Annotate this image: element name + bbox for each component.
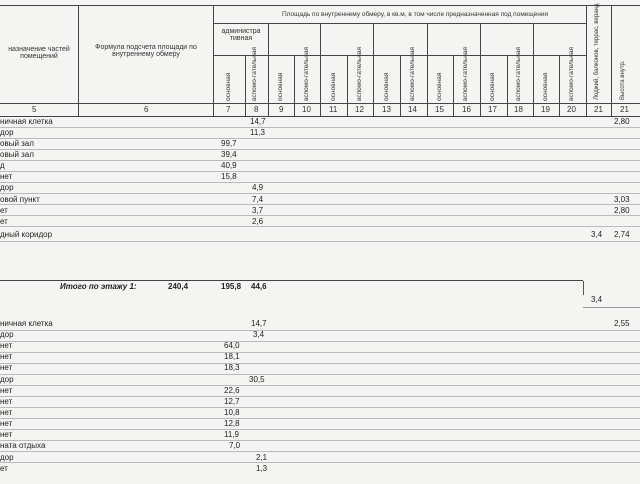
- col-divider: [480, 23, 481, 116]
- row-guide: [0, 215, 640, 216]
- col-number: 21: [594, 105, 603, 114]
- room-name: нет: [0, 172, 13, 181]
- total-divider: [583, 281, 584, 295]
- col-number: 13: [382, 105, 391, 114]
- room-name: овой пункт: [0, 195, 40, 204]
- col-divider: [373, 23, 374, 116]
- col-number: 6: [144, 105, 149, 114]
- col-divider: [213, 5, 214, 116]
- col-subtitle: основная: [542, 72, 549, 101]
- col-divider: [268, 23, 269, 116]
- col-subtitle: основная: [277, 72, 284, 101]
- room-name: ет: [0, 464, 8, 473]
- floor1-total-aux: 44,6: [251, 282, 267, 291]
- col-divider: [78, 5, 79, 116]
- col-number: 5: [32, 105, 37, 114]
- col7-subtitle: основная: [225, 72, 232, 101]
- col-number: 17: [488, 105, 497, 114]
- col-subtitle: вспомо-гательная: [303, 47, 310, 101]
- main-area: 22,6: [224, 386, 240, 395]
- col-subtitle: основная: [436, 72, 443, 101]
- room-name: нет: [0, 341, 13, 350]
- col21a-title: Лоджий, балконов, террас, веранд: [594, 3, 600, 100]
- col-divider: [533, 23, 534, 116]
- col-subtitle: вспомо-гательная: [515, 47, 522, 101]
- aux-area: 30,5: [249, 375, 265, 384]
- room-name: нет: [0, 408, 13, 417]
- room-name: нет: [0, 363, 13, 372]
- row-guide: [0, 160, 640, 161]
- aux-area: 3,4: [253, 330, 265, 339]
- room-name: овый зал: [0, 139, 34, 148]
- aux-area: 2,6: [252, 217, 264, 226]
- room-name: ет: [0, 217, 8, 226]
- col-divider: [559, 55, 560, 116]
- col5-title: назначение частей помещений: [8, 46, 70, 60]
- col-number: 11: [329, 105, 338, 114]
- height-value: 2,74: [614, 230, 630, 239]
- col-subtitle: основная: [383, 72, 390, 101]
- table-top-border: [0, 5, 640, 6]
- main-area: 64,0: [224, 341, 240, 350]
- height-value: 2,80: [614, 117, 630, 126]
- col-number: 12: [355, 105, 364, 114]
- floor1-total-label: Итого по этажу 1:: [60, 282, 137, 291]
- main-area: 40,9: [221, 161, 237, 170]
- row-guide: [0, 149, 640, 150]
- room-name: ната отдыха: [0, 441, 46, 450]
- aux-area: 7,4: [252, 195, 264, 204]
- room-name: ет: [0, 206, 8, 215]
- main-area: 11,9: [224, 430, 239, 439]
- room-name: дор: [0, 183, 14, 192]
- room-name: нет: [0, 386, 13, 395]
- floor1-total-main: 195,8: [221, 282, 242, 291]
- main-area: 7,0: [229, 441, 241, 450]
- floor1-total-formula: 240,4: [168, 282, 189, 291]
- col-subtitle: основная: [330, 72, 337, 101]
- row-guide: [0, 330, 640, 331]
- room-name: дор: [0, 128, 14, 137]
- aux-area: 14,7: [251, 319, 267, 328]
- aux-area: 4,9: [252, 183, 264, 192]
- room-name: нет: [0, 397, 13, 406]
- col-subtitle: основная: [489, 72, 496, 101]
- admin-title: администра тивная: [221, 28, 261, 42]
- main-area: 18,3: [224, 363, 240, 372]
- col8-subtitle: вспомо-гательная: [251, 47, 258, 101]
- col-divider: [320, 23, 321, 116]
- main-area: 99,7: [221, 139, 237, 148]
- col-divider: [245, 55, 246, 116]
- main-area: 10,8: [224, 408, 240, 417]
- room-name: дор: [0, 330, 14, 339]
- main-area: 18,1: [224, 352, 240, 361]
- row-guide: [0, 127, 640, 128]
- total-underline: [583, 307, 640, 308]
- room-name: нет: [0, 430, 13, 439]
- col-number: 8: [254, 105, 259, 114]
- col-number: 21: [620, 105, 629, 114]
- row-guide: [0, 241, 640, 242]
- main-area: 12,7: [224, 397, 240, 406]
- floor1-total-balcony: 3,4: [591, 295, 603, 304]
- room-name: овый зал: [0, 150, 34, 159]
- total-line: [0, 280, 583, 281]
- col-subtitle: вспомо-гательная: [409, 47, 416, 101]
- row-guide: [0, 440, 640, 441]
- row-guide: [0, 462, 640, 463]
- aux-area: 2,1: [256, 453, 268, 462]
- row-guide: [0, 396, 640, 397]
- room-name: нет: [0, 419, 13, 428]
- aux-area: 3,7: [252, 206, 264, 215]
- row-guide: [0, 171, 640, 172]
- col-divider: [347, 55, 348, 116]
- aux-area: 14,7: [250, 117, 266, 126]
- col-number: 14: [408, 105, 417, 114]
- row-guide: [0, 429, 640, 430]
- col-divider: [507, 55, 508, 116]
- room-name: ничная клетка: [0, 319, 53, 328]
- room-name: ничная клетка: [0, 117, 53, 126]
- col-number: 16: [462, 105, 471, 114]
- col-number: 20: [567, 105, 576, 114]
- col-number: 19: [541, 105, 550, 114]
- main-area: 12,8: [224, 419, 240, 428]
- row-guide: [0, 451, 640, 452]
- height-value: 2,55: [614, 319, 630, 328]
- row-guide: [0, 363, 640, 364]
- col-subtitle: вспомо-гательная: [462, 47, 469, 101]
- col-divider: [400, 55, 401, 116]
- row-guide: [0, 385, 640, 386]
- row-guide: [0, 204, 640, 205]
- col6-title: Формула подсчета площади по внутреннему обмеру: [95, 44, 197, 58]
- height-value: 2,80: [614, 206, 630, 215]
- col-number: 15: [435, 105, 444, 114]
- aux-area: 11,3: [250, 128, 265, 137]
- col-subtitle: вспомо-гательная: [568, 47, 575, 101]
- height-value: 3,03: [614, 195, 630, 204]
- col-number: 18: [514, 105, 523, 114]
- col-divider: [427, 23, 428, 116]
- col-number: 7: [226, 105, 231, 114]
- col-divider: [586, 5, 587, 116]
- col21b-title: Высота внутр.: [620, 60, 626, 100]
- row-guide: [0, 374, 640, 375]
- row-guide: [0, 352, 640, 353]
- column-number-border: [0, 116, 640, 117]
- col-divider: [611, 5, 612, 116]
- col-divider: [453, 55, 454, 116]
- room-name: дор: [0, 453, 14, 462]
- room-name: нет: [0, 352, 13, 361]
- row-guide: [0, 226, 640, 227]
- row-guide: [0, 138, 640, 139]
- room-name: дный коридор: [0, 230, 53, 239]
- room-name: д: [0, 161, 5, 170]
- col-subtitle: вспомо-гательная: [356, 47, 363, 101]
- row-guide: [0, 407, 640, 408]
- main-area: 15,8: [221, 172, 237, 181]
- col-number: 10: [302, 105, 311, 114]
- col-divider: [294, 55, 295, 116]
- area-title: Площадь по внутреннему обмеру, в кв.м, в том числе предназначенная под помещения: [281, 11, 549, 18]
- room-name: дор: [0, 375, 14, 384]
- col-number: 9: [279, 105, 284, 114]
- balcony-area: 3,4: [591, 230, 603, 239]
- row-guide: [0, 182, 640, 183]
- main-area: 39,4: [221, 150, 237, 159]
- row-guide: [0, 418, 640, 419]
- row-guide: [0, 193, 640, 194]
- aux-area: 1,3: [256, 464, 268, 473]
- row-guide: [0, 341, 640, 342]
